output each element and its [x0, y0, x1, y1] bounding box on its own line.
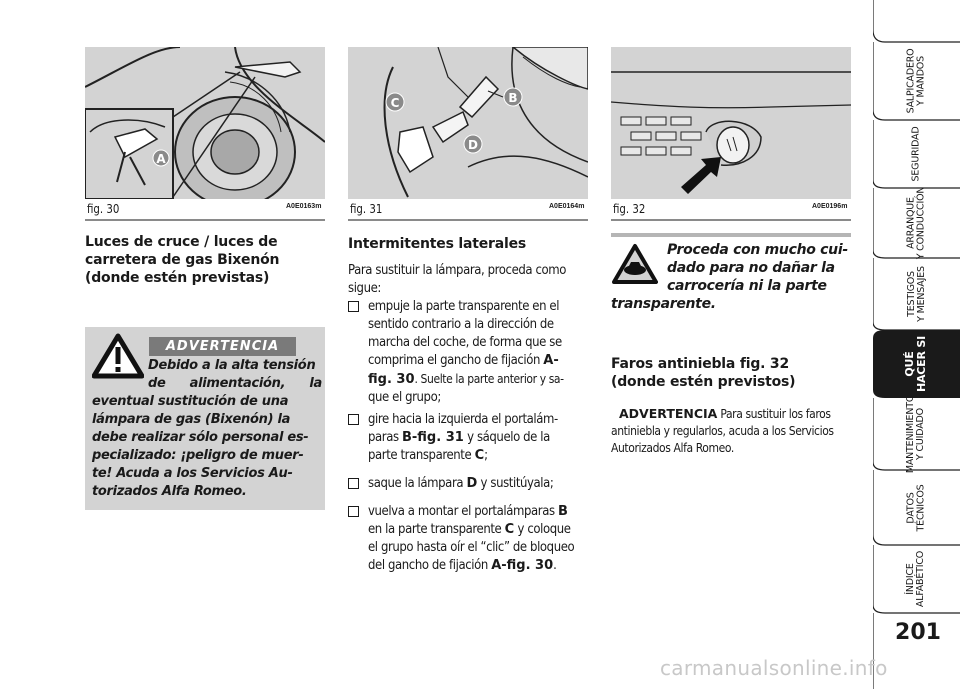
- figure-31-label-b: B: [508, 91, 518, 105]
- tab-label: SEGURIDAD: [910, 126, 922, 182]
- section-heading-intermitentes: Intermitentes laterales: [348, 236, 527, 252]
- heading-line: Luces de cruce / luces de: [85, 234, 278, 250]
- caution-line: dado para no dañar la: [667, 260, 835, 276]
- figure-reference: B: [557, 504, 568, 519]
- bullet-text: el grupo hasta oír el “clic” de bloqueo: [368, 540, 575, 555]
- tab-label: SALPICADERO Y MANDOS: [905, 48, 927, 114]
- figure-reference: C: [474, 448, 485, 463]
- tab-datos-tecnicos[interactable]: [873, 470, 960, 545]
- figure-30-code: A0E0163m: [286, 203, 322, 210]
- warning-line: de alimentación, la: [148, 376, 322, 391]
- bullet-text: paras: [368, 430, 402, 445]
- body-text: Para sustituir los faros: [717, 407, 831, 421]
- bullet-text: comprima el gancho de fijación: [368, 353, 544, 368]
- figure-reference: D: [466, 476, 478, 491]
- tab-testigos[interactable]: [873, 258, 960, 330]
- bullet-text: .: [553, 558, 557, 573]
- bullet-item: [348, 298, 588, 407]
- caution-line: Proceda con mucho cui-: [667, 242, 848, 258]
- tab-mantenimiento[interactable]: [873, 394, 960, 474]
- tab-arranque[interactable]: [873, 188, 960, 258]
- bullet-text: y coloque: [514, 522, 571, 537]
- body-text: Autorizados Alfa Romeo.: [611, 441, 734, 455]
- checkbox-bullet-icon: [348, 414, 359, 425]
- bullet-text: sentido contrario a la dirección de: [368, 317, 554, 332]
- figure-reference: B-fig. 31: [401, 430, 464, 445]
- figure-31-rule: [348, 219, 588, 221]
- page-number: 201: [895, 620, 941, 645]
- bullet-text: que el grupo;: [368, 390, 441, 405]
- warning-line: pecializado: ¡peligro de muer-: [92, 448, 304, 463]
- figure-31-label-c: C: [390, 96, 400, 110]
- figure-reference: C: [504, 522, 515, 537]
- intro-line: sigue:: [348, 281, 381, 296]
- bullet-text: parte transparente: [368, 448, 475, 463]
- watermark: carmanualsonline.info: [660, 656, 888, 680]
- warning-line: te! Acuda a los Servicios Au-: [92, 466, 293, 481]
- warning-line: Debido a la alta tensión: [148, 358, 316, 373]
- bullet-text: en la parte transparente: [368, 522, 505, 537]
- figure-31: [348, 47, 588, 199]
- bullet-text: saque la lámpara: [368, 476, 467, 491]
- tab-label: QUÉ HACER SI: [903, 335, 929, 393]
- checkbox-bullet-icon: [348, 478, 359, 489]
- figure-32-drawing: [611, 47, 851, 199]
- section-heading-antiniebla: [611, 355, 861, 391]
- heading-line: (donde estén previstas): [85, 270, 270, 286]
- tab-que-hacer-si[interactable]: [873, 330, 960, 398]
- figure-30-label-a: A: [156, 152, 166, 166]
- tab-salpicadero[interactable]: [873, 42, 960, 120]
- warning-title: ADVERTENCIA: [149, 337, 296, 356]
- advertencia-label: ADVERTENCIA: [619, 406, 718, 421]
- figure-reference: A-fig. 30: [491, 558, 554, 573]
- tab-label: DATOS TÉCNICOS: [905, 484, 927, 531]
- antiniebla-text: [611, 405, 856, 457]
- figure-30-caption: fig. 30: [87, 202, 120, 216]
- figure-31-drawing: [348, 47, 588, 199]
- body-text: antiniebla y regularlos, acuda a los Servicios: [611, 424, 834, 438]
- bullet-text: . Suelte la parte anterior y sa-: [414, 372, 564, 386]
- figure-32-caption: fig. 32: [613, 202, 646, 216]
- figure-31-code: A0E0164m: [549, 203, 585, 210]
- warning-text: [92, 357, 322, 501]
- checkbox-bullet-icon: [348, 506, 359, 517]
- warning-line: debe realizar sólo personal es-: [92, 430, 309, 445]
- figure-31-caption: fig. 31: [350, 202, 383, 216]
- figure-30: [85, 47, 325, 199]
- warning-line: torizados Alfa Romeo.: [92, 484, 247, 499]
- caution-line: transparente.: [611, 296, 716, 312]
- figure-30-drawing: [85, 47, 325, 199]
- caution-line: carrocería ni la parte: [667, 278, 827, 294]
- bullet-item: [348, 411, 588, 465]
- bullet-item: [348, 475, 588, 493]
- section-heading-bixenon: [85, 233, 335, 287]
- figure-reference: fig. 30: [368, 372, 415, 387]
- bullet-text: y sustitúyala;: [477, 476, 554, 491]
- tab-label: MANTENIMIENTO Y CUIDADO: [905, 394, 927, 474]
- tab-indice[interactable]: [873, 545, 960, 613]
- figure-30-rule: [85, 219, 325, 221]
- figure-32: [611, 47, 851, 199]
- intro-text: [348, 262, 588, 298]
- bullet-item: [348, 503, 588, 575]
- intro-line: Para sustituir la lámpara, proceda como: [348, 263, 567, 278]
- bullet-text: ;: [484, 448, 488, 463]
- bullet-text: empuje la parte transparente en el: [368, 299, 560, 314]
- bullet-text: del gancho de fijación: [368, 558, 492, 573]
- caution-text: [611, 241, 851, 313]
- tab-label: TESTIGOS Y MENSAJES: [905, 266, 927, 322]
- warning-line: eventual sustitución de una: [92, 394, 289, 409]
- tab-label: ARRANQUE Y CONDUCCIÓN: [905, 186, 927, 260]
- figure-32-rule: [611, 219, 851, 221]
- tab-label: ÍNDICE ALFABÉTICO: [905, 550, 927, 608]
- warning-line: lámpara de gas (Bixenón) la: [92, 412, 291, 427]
- heading-line: (donde estén previstos): [611, 374, 796, 390]
- figure-reference: A-: [543, 353, 559, 368]
- bullet-text: y sáquelo de la: [463, 430, 550, 445]
- checkbox-bullet-icon: [348, 301, 359, 312]
- bullet-text: vuelva a montar el portalámparas: [368, 504, 558, 519]
- figure-32-code: A0E0196m: [812, 203, 848, 210]
- heading-line: carretera de gas Bixenón: [85, 252, 280, 268]
- bullet-text: gire hacia la izquierda el portalám-: [368, 412, 558, 427]
- tab-seguridad[interactable]: [873, 120, 960, 188]
- figure-31-label-d: D: [468, 138, 478, 152]
- caution-box: [611, 233, 851, 237]
- heading-line: Faros antiniebla fig. 32: [611, 356, 790, 372]
- bullet-text: marcha del coche, de forma que se: [368, 335, 562, 350]
